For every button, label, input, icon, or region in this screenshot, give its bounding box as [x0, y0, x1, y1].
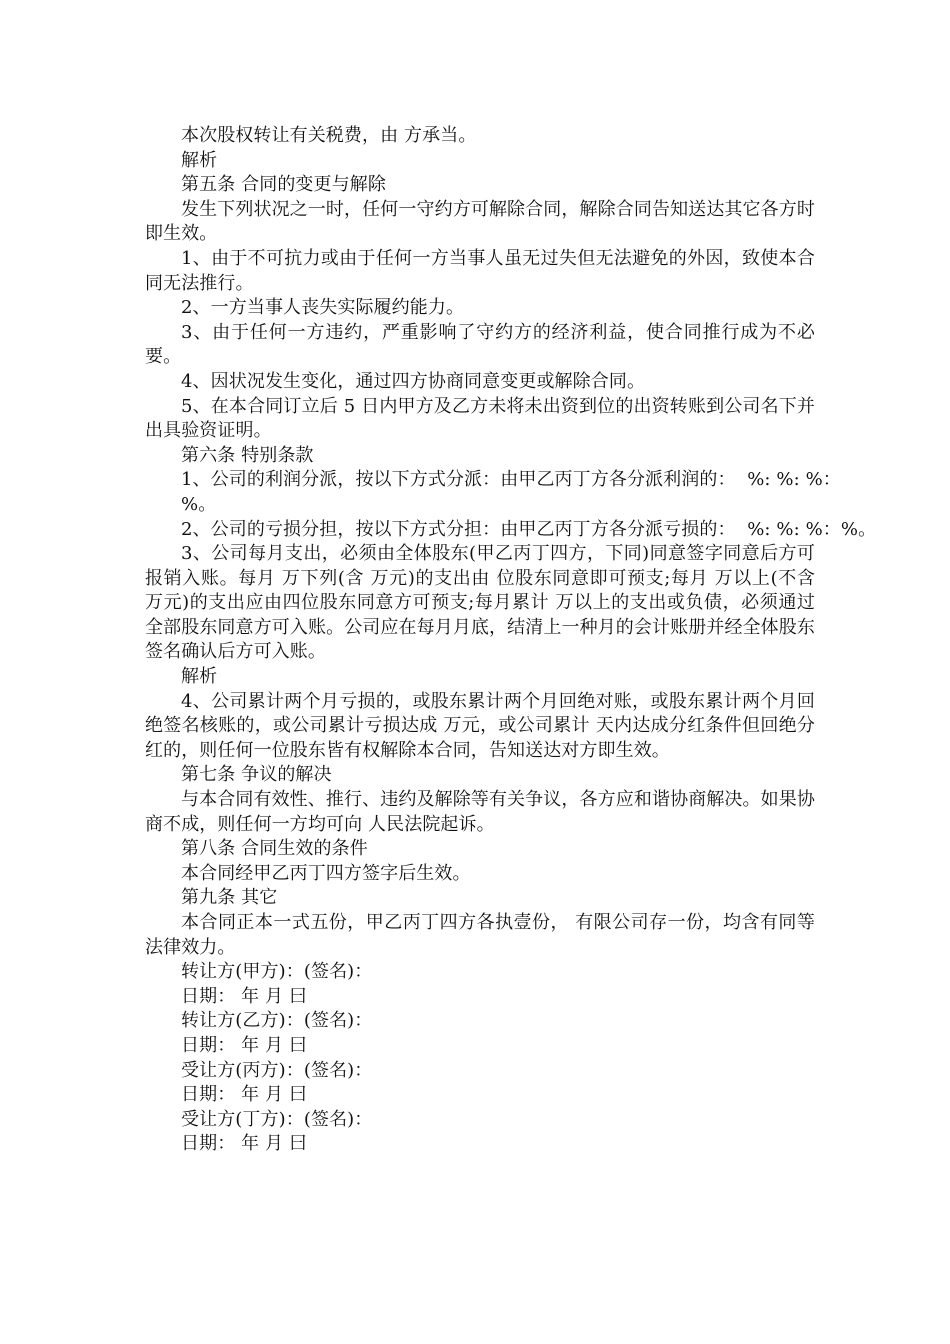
article-9-body: 本合同正本一式五份，甲乙丙丁四方各执壹份， 有限公司存一份，均含有同等法律效力。: [145, 912, 815, 958]
article-7-body: 与本合同有效性、推行、违约及解除等有关争议，各方应和谐协商解决。如果协商不成，则任何一方均可向 人民法院起诉。: [145, 789, 815, 835]
article-6-item-1-tail: %。: [181, 493, 217, 515]
analysis-label: 解析: [181, 666, 218, 688]
tax-clause: 本次股权转让有关税费，由 方承当。: [181, 125, 477, 146]
article-5-intro: 发生下列状况之一时，任何一守约方可解除合同，解除合同告知送达其它各方时即生效。: [145, 198, 815, 245]
signature-party-c: 受让方(丙方)：(签名)：: [181, 1059, 373, 1081]
article-6-item-3: 3、公司每月支出，必须由全体股东(甲乙丙丁四方，下同)同意签字同意后方可报销入账。每月 万下列(含 万元)的支出由 位股东同意即可预支;每月 万以上(不含 万元)的支出应由四位股东同意方可预支;每月累计 万以上的支出或负债，必须通过全部股东同意方可入账。公司应在每月月底，结清上一种月的会计账册并经全体股东签名确认后方可入账。: [145, 543, 821, 663]
date-line-b: 日期： 年 月 曰: [181, 1034, 308, 1056]
article-8-heading: 第八条 合同生效的条件: [181, 838, 368, 860]
analysis-label: 解析: [181, 149, 218, 171]
article-5-heading: 第五条 合同的变更与解除: [181, 174, 386, 196]
date-line-a: 日期： 年 月 曰: [181, 985, 308, 1007]
signature-party-b: 转让方(乙方)：(签名)：: [181, 1010, 373, 1032]
article-5-item-1: 1、由于不可抗力或由于任何一方当事人虽无过失但无法避免的外因，致使本合同无法推行。: [145, 247, 815, 294]
signature-party-d: 受让方(丁方)：(签名)：: [181, 1108, 373, 1130]
article-9-heading: 第九条 其它: [181, 887, 278, 909]
article-6-item-1: 1、公司的利润分派，按以下方式分派：由甲乙丙丁方各分派利润的： %: %: %：: [181, 469, 841, 491]
date-line-c: 日期： 年 月 曰: [181, 1084, 308, 1106]
article-5-item-4: 4、因状况发生变化，通过四方协商同意变更或解除合同。: [181, 370, 646, 392]
document-page: [145, 124, 877, 1157]
article-5-item-5: 5、在本合同订立后 5 日内甲方及乙方未将未出资到位的出资转账到公司名下并出具验资证明。: [145, 395, 815, 442]
signature-party-a: 转让方(甲方)：(签名)：: [181, 961, 373, 983]
article-6-item-4: 4、公司累计两个月亏损的，或股东累计两个月回绝对账，或股东累计两个月回绝签名核账的，或公司累计亏损达成 万元，或公司累计 天内达成分红条件但回绝分红的，则任何一位股东皆有权解除本合同，告知送达对方即生效。: [145, 690, 815, 761]
article-6-heading: 第六条 特别条款: [181, 444, 314, 466]
article-8-body: 本合同经甲乙丙丁四方签字后生效。: [181, 862, 471, 884]
article-5-item-2: 2、一方当事人丧失实际履约能力。: [181, 297, 465, 319]
date-line-d: 日期： 年 月 曰: [181, 1133, 308, 1155]
article-6-item-2: 2、公司的亏损分担，按以下方式分担：由甲乙丙丁方各分派亏损的： %: %: %：%。: [181, 518, 877, 540]
article-7-heading: 第七条 争议的解决: [181, 764, 332, 786]
article-5-item-3: 3、由于任何一方违约，严重影响了守约方的经济利益，使合同推行成为不必要。: [145, 321, 815, 368]
